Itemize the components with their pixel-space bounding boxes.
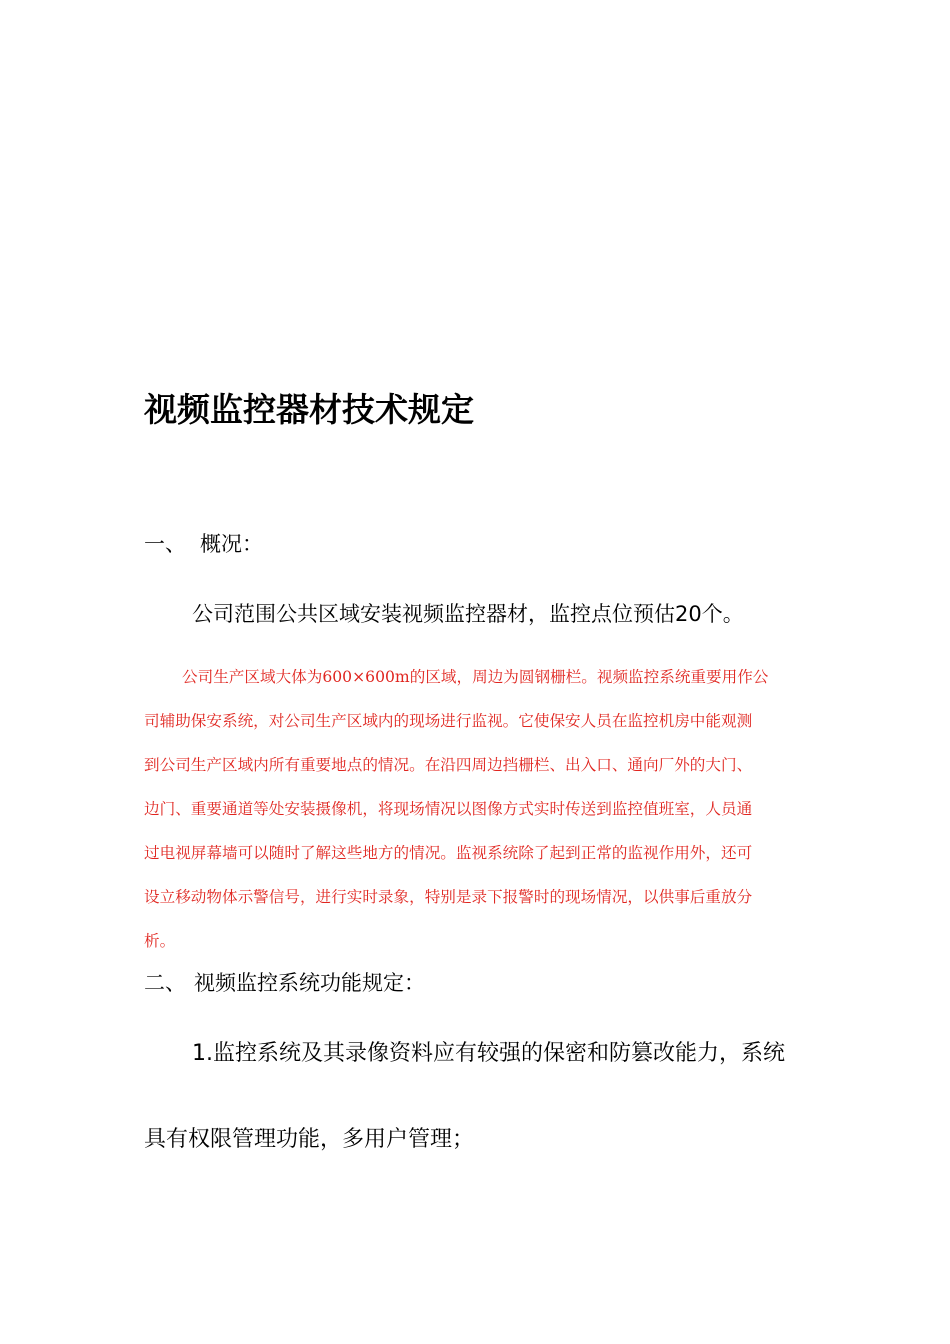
requirement-line: 具有权限管理功能，多用户管理； (144, 1127, 475, 1152)
section-heading-overview (144, 529, 263, 559)
overview-description-paragraph (144, 655, 808, 963)
section-title: 概况： (200, 532, 263, 556)
requirement-item-1 (144, 1036, 808, 1158)
section-number: 一、 (144, 532, 186, 556)
scope-paragraph: 公司范围公共区域安装视频监控器材，监控点位预估20个。 (192, 602, 744, 626)
section-title: 视频监控系统功能规定： (194, 971, 425, 995)
document-title: 视频监控器材技术规定 (144, 390, 474, 429)
paragraph-line: 过电视屏幕墙可以随时了解这些地方的情况。监视系统除了起到正常的监视作用外，还可 (144, 844, 753, 862)
requirement-line: 1.监控系统及其录像资料应有较强的保密和防篡改能力，系统 (192, 1041, 785, 1066)
paragraph-line: 公司生产区域大体为600×600m的区域，周边为圆钢栅栏。视频监控系统重要用作公 (182, 668, 769, 686)
paragraph-line: 司辅助保安系统，对公司生产区域内的现场进行监视。它使保安人员在监控机房中能观测 (144, 712, 753, 730)
paragraph-line: 到公司生产区域内所有重要地点的情况。在沿四周边挡栅栏、出入口、通向厂外的大门、 (144, 756, 753, 774)
paragraph-line: 边门、重要通道等处安装摄像机，将现场情况以图像方式实时传送到监控值班室，人员通 (144, 800, 753, 818)
section-heading-functions (144, 968, 425, 998)
paragraph-line: 设立移动物体示警信号，进行实时录象，特别是录下报警时的现场情况，以供事后重放分 (144, 888, 753, 906)
section-number: 二、 (144, 971, 186, 995)
paragraph-line: 析。 (144, 932, 176, 950)
